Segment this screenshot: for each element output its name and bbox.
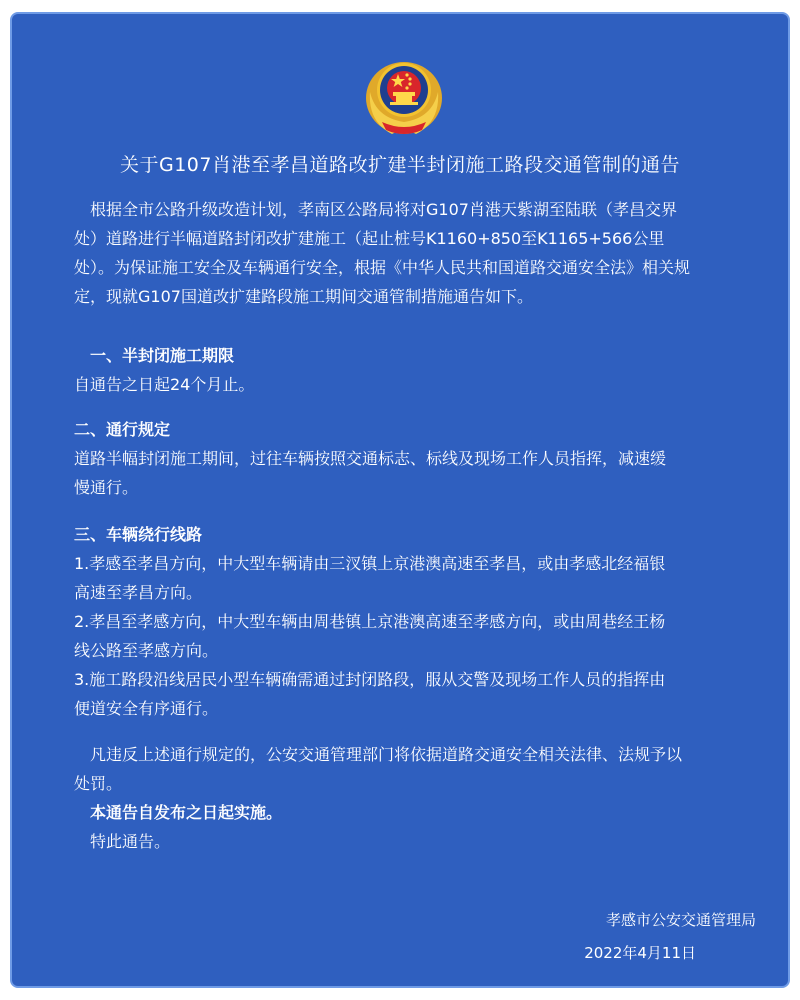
section-1 <box>74 341 734 399</box>
notice-title: 关于G107肖港至孝昌道路改扩建半封闭施工路段交通管制的通告 <box>120 154 680 176</box>
route-item: 便道安全有序通行。 <box>74 699 219 718</box>
intro-paragraph <box>74 195 734 311</box>
section-text: 慢通行。 <box>74 478 139 497</box>
route-item: 2.孝昌至孝感方向，中大型车辆由周巷镇上京港澳高速至孝感方向，或由周巷经王杨 <box>74 612 666 631</box>
intro-line: 处）道路进行半幅道路封闭改扩建施工（起止桩号K1160+850至K1165+566公里 <box>74 229 665 248</box>
section-heading: 一、半封闭施工期限 <box>90 346 235 365</box>
intro-line: 定，现就G107国道改扩建路段施工期间交通管制措施通告如下。 <box>74 287 533 306</box>
route-item: 3.施工路段沿线居民小型车辆确需通过封闭路段，服从交警及现场工作人员的指挥由 <box>74 670 666 689</box>
section-3 <box>74 520 734 723</box>
closing-statement: 特此通告。 <box>90 832 171 851</box>
section-text: 道路半幅封闭施工期间，过往车辆按照交通标志、标线及现场工作人员指挥，减速缓 <box>74 449 667 468</box>
effective-statement: 本通告自发布之日起实施。 <box>90 803 283 822</box>
intro-line: 处）。为保证施工安全及车辆通行安全，根据《中华人民共和国道路交通安全法》相关规 <box>74 258 691 277</box>
issuer: 孝感市公安交通管理局 <box>605 911 756 929</box>
section-heading: 二、通行规定 <box>74 420 171 439</box>
penalty-line: 处罚。 <box>74 774 123 793</box>
issue-date: 2022年4月11日 <box>584 944 696 962</box>
route-item: 高速至孝昌方向。 <box>74 583 203 602</box>
intro-line: 根据全市公路升级改造计划，孝南区公路局将对G107肖港天紫湖至陆联（孝昌交界 <box>90 200 677 219</box>
police-emblem-icon <box>362 52 446 138</box>
section-text: 自通告之日起24个月止。 <box>74 375 255 394</box>
watermark-strip <box>674 988 794 996</box>
notice-card <box>10 12 790 988</box>
route-item: 线公路至孝感方向。 <box>74 641 219 660</box>
section-heading: 三、车辆绕行线路 <box>74 525 203 544</box>
penalty-paragraph <box>74 740 734 856</box>
section-2 <box>74 415 734 502</box>
route-item: 1.孝感至孝昌方向，中大型车辆请由三汊镇上京港澳高速至孝昌，或由孝感北经福银 <box>74 554 666 573</box>
penalty-line: 凡违反上述通行规定的，公安交通管理部门将依据道路交通安全相关法律、法规予以 <box>90 745 683 764</box>
